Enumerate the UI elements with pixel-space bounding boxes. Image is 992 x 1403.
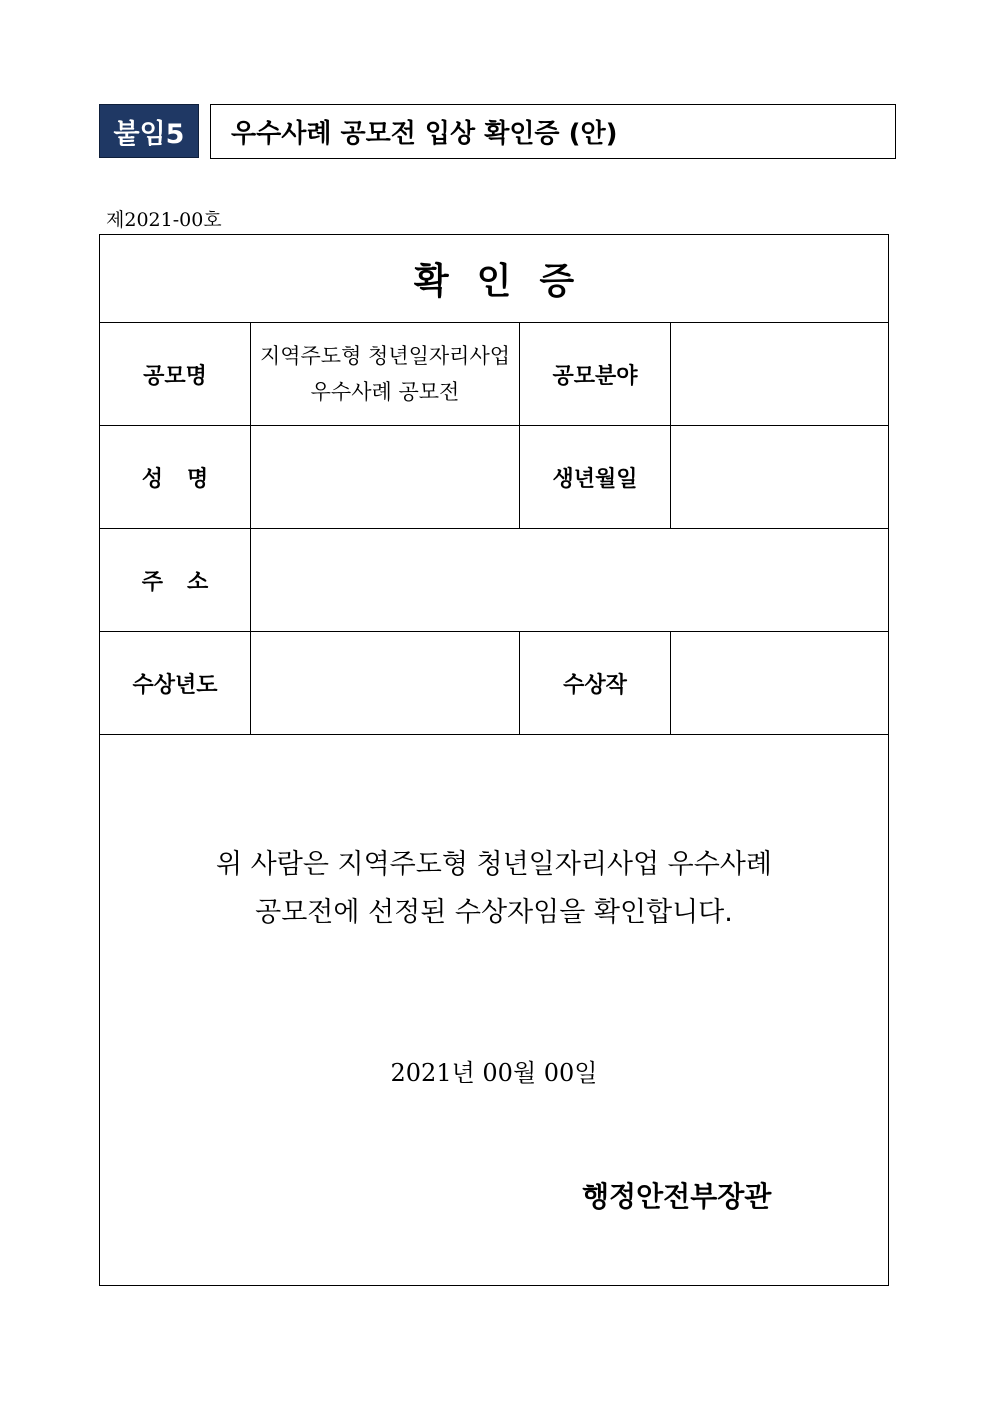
name-value-cell[interactable] <box>251 426 520 528</box>
contest-name-value-line2: 우수사례 공모전 <box>310 380 460 404</box>
contest-field-label-cell <box>520 323 671 425</box>
contest-field-label: 공모분야 <box>552 363 638 389</box>
award-work-value-cell[interactable] <box>671 632 890 734</box>
birth-label-cell <box>520 426 671 528</box>
certificate-title: 확인증 <box>100 235 888 323</box>
certificate-form <box>99 234 889 1286</box>
birth-label: 생년월일 <box>552 466 638 492</box>
birth-value-cell[interactable] <box>671 426 890 528</box>
award-work-label: 수상작 <box>563 672 627 698</box>
issue-date: 2021년 00월 00일 <box>390 1059 598 1087</box>
award-year-label-cell <box>100 632 251 734</box>
address-label: 주소 <box>141 569 233 595</box>
contest-name-value-line1: 지역주도형 청년일자리사업 <box>259 344 511 368</box>
address-label-cell <box>100 529 251 631</box>
contest-name-value-cell <box>251 323 520 425</box>
name-label: 성명 <box>141 466 233 492</box>
document-number: 제2021-00호 <box>106 209 222 231</box>
attachment-badge: 붙임5 <box>99 104 199 158</box>
statement-line1: 위 사람은 지역주도형 청년일자리사업 우수사례 <box>216 849 772 880</box>
issuer-name: 행정안전부장관 <box>582 1180 772 1213</box>
row-address <box>100 529 888 632</box>
contest-name-label: 공모명 <box>143 363 207 389</box>
row-name <box>100 426 888 529</box>
contest-field-value-cell[interactable] <box>671 323 890 425</box>
row-award <box>100 632 888 735</box>
statement-line2: 공모전에 선정된 수상자임을 확인합니다. <box>255 897 733 928</box>
award-year-value-cell[interactable] <box>251 632 520 734</box>
name-label-cell <box>100 426 251 528</box>
address-value-cell[interactable] <box>251 529 890 631</box>
certification-statement <box>100 841 888 937</box>
award-work-label-cell <box>520 632 671 734</box>
contest-name-label-cell <box>100 323 251 425</box>
award-year-label: 수상년도 <box>132 672 218 698</box>
page-title: 우수사례 공모전 입상 확인증 (안) <box>210 104 896 159</box>
row-contest <box>100 323 888 426</box>
